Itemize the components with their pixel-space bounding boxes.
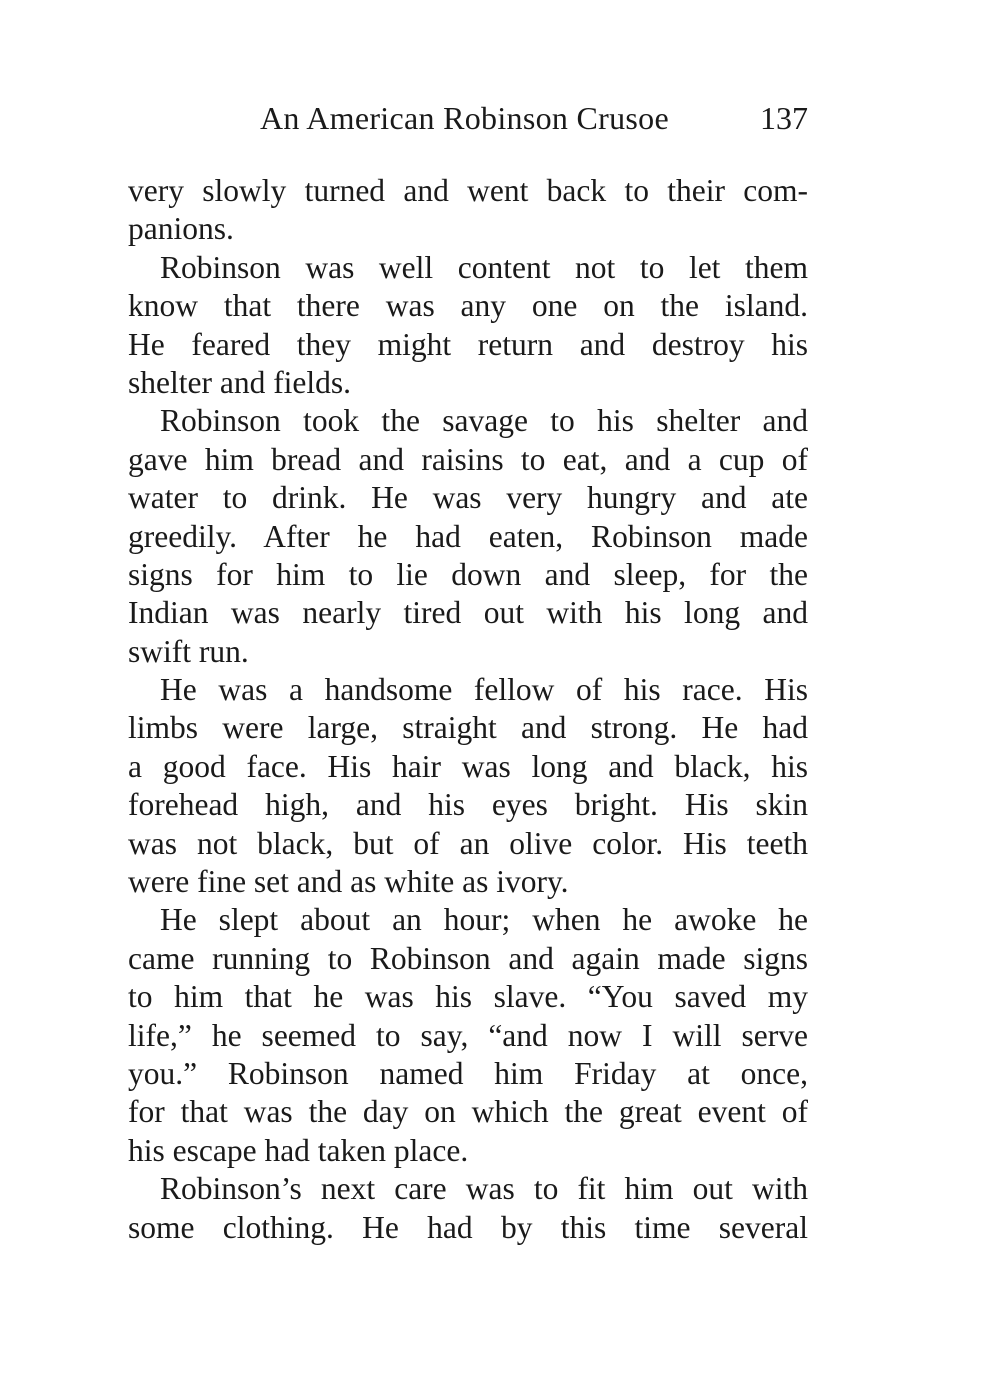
text-line: limbs were large, straight and strong. He had xyxy=(128,710,808,746)
text-line: forehead high, and his eyes bright. His skin xyxy=(128,787,808,823)
text-line: water to drink. He was very hungry and ate xyxy=(128,480,808,516)
text-line: were fine set and as white as ivory. xyxy=(128,864,569,900)
paragraph-3 xyxy=(128,402,808,671)
text-line: his escape had taken place. xyxy=(128,1132,469,1168)
text-line: a good face. His hair was long and black, his xyxy=(128,748,808,784)
text-line: you.” Robinson named him Friday at once, xyxy=(128,1055,808,1091)
running-title: An American Robinson Crusoe xyxy=(260,100,669,136)
text-line: Robinson’s next care was to fit him out with xyxy=(160,1171,808,1207)
text-line: Robinson was well content not to let them xyxy=(160,249,808,285)
text-line: was not black, but of an olive color. His teeth xyxy=(128,825,808,861)
paragraph-4 xyxy=(128,671,808,901)
text-line: shelter and fields. xyxy=(128,364,352,400)
paragraph-6 xyxy=(128,1170,808,1247)
paragraph-1 xyxy=(128,172,808,249)
text-line: some clothing. He had by this time several xyxy=(128,1209,808,1245)
page-number: 137 xyxy=(760,100,808,136)
text-line: for that was the day on which the great event of xyxy=(128,1094,808,1130)
body-text xyxy=(128,172,808,1247)
text-line: swift run. xyxy=(128,633,249,669)
text-line: know that there was any one on the island. xyxy=(128,288,808,324)
text-line: came running to Robinson and again made signs xyxy=(128,940,808,976)
text-line: He slept about an hour; when he awoke he xyxy=(160,902,808,938)
paragraph-2 xyxy=(128,249,808,403)
text-line: Indian was nearly tired out with his long and xyxy=(128,595,808,631)
text-line: gave him bread and raisins to eat, and a cup of xyxy=(128,441,808,477)
text-line: Robinson took the savage to his shelter and xyxy=(160,403,808,439)
text-line: panions. xyxy=(128,211,234,247)
text-line: signs for him to lie down and sleep, for the xyxy=(128,556,808,592)
text-line: He feared they might return and destroy his xyxy=(128,326,808,362)
text-line: to him that he was his slave. “You saved my xyxy=(128,979,808,1015)
text-line: He was a handsome fellow of his race. His xyxy=(160,672,808,708)
text-line: life,” he seemed to say, “and now I will serve xyxy=(128,1017,808,1053)
running-head xyxy=(128,96,808,140)
text-line: greedily. After he had eaten, Robinson made xyxy=(128,518,808,554)
text-line: very slowly turned and went back to their com- xyxy=(128,173,808,208)
paragraph-5 xyxy=(128,901,808,1170)
